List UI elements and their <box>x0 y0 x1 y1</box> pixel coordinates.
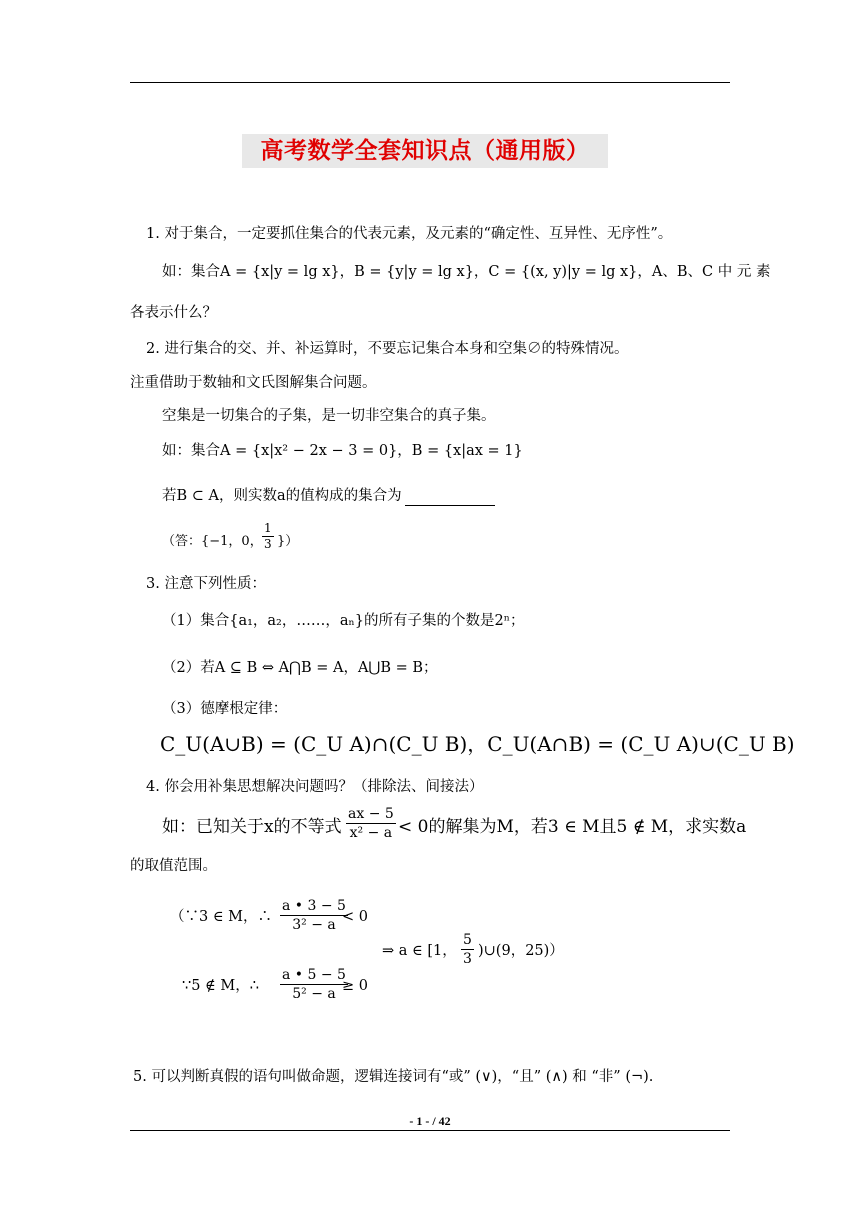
s4-result-den: 3 <box>463 951 472 967</box>
s4-sol1-suffix: < 0 <box>342 909 368 925</box>
s2-answer-prefix: （答：{−1，0， <box>162 534 263 549</box>
s4-example-prefix: 如：已知关于x的不等式 <box>162 817 342 837</box>
s4-sol2-fraction <box>280 966 348 1003</box>
s2-line1: 2. 进行集合的交、并、补运算时，不要忘记集合本身和空集∅的特殊情况。 <box>146 341 629 357</box>
s3-item1: （1）集合{a₁，a₂，……，aₙ}的所有子集的个数是2ⁿ； <box>162 613 525 629</box>
s2-line5-text: 若B ⊂ A，则实数a的值构成的集合为 <box>162 488 402 504</box>
s3-item2: （2）若A ⊆ B ⇔ A⋂B = A，A⋃B = B； <box>162 660 438 676</box>
s4-result-suffix: )∪(9，25)） <box>478 943 564 959</box>
s4-ineq-den: x² − a <box>349 825 393 841</box>
s2-answer-frac-den: 3 <box>264 537 272 551</box>
s3-item3: （3）德摩根定律： <box>162 701 288 717</box>
s4-line3: 的取值范围。 <box>130 858 217 874</box>
s1-line2: 如：集合A = {x|y = lg x}，B = {y|y = lg x}，C = {(x, y)|y = lg x}，A、B、C 中 元 素 <box>162 264 771 280</box>
answer-blank <box>405 489 495 506</box>
s4-sol1-den: 3² − a <box>292 917 336 933</box>
s4-sol1-num: a • 3 − 5 <box>282 898 346 914</box>
s1-line1: 1. 对于集合，一定要抓住集合的代表元素，及元素的“确定性、互异性、无序性”。 <box>146 226 673 242</box>
s4-sol2-prefix: ∵5 ∉ M，∴ <box>182 978 259 994</box>
s2-answer-suffix: }） <box>277 534 299 549</box>
s4-sol2-suffix: ≥ 0 <box>342 978 368 994</box>
s1-line3: 各表示什么？ <box>130 305 217 321</box>
s2-line3: 空集是一切集合的子集，是一切非空集合的真子集。 <box>162 408 496 424</box>
s4-result-prefix: ⇒ a ∈ [1， <box>382 943 457 959</box>
s4-sol1-fraction <box>280 897 348 934</box>
de-morgan-formula: C_U(A∪B) = (C_U A)∩(C_U B)，C_U(A∩B) = (C_U A)∪(C_U B) <box>160 732 795 756</box>
s4-inequality-fraction <box>346 805 396 842</box>
header-rule <box>130 82 730 83</box>
s5-line1: 5. 可以判断真假的语句叫做命题，逻辑连接词有“或” (∨)，“且” (∧) 和 “非” (¬). <box>133 1069 654 1085</box>
s2-line5 <box>162 486 495 506</box>
s4-sol1-prefix: （∵3 ∈ M，∴ <box>170 909 273 925</box>
s4-result-fraction <box>461 931 474 968</box>
s4-example-suffix: < 0的解集为M，若3 ∈ M且5 ∉ M，求实数a <box>398 817 747 837</box>
s4-sol2-num: a • 5 − 5 <box>282 967 346 983</box>
s2-line2: 注重借助于数轴和文氏图解集合问题。 <box>130 375 377 391</box>
footer-rule <box>130 1130 730 1131</box>
s2-answer-frac-num: 1 <box>264 521 272 535</box>
s4-line1: 4. 你会用补集思想解决问题吗？（排除法、间接法） <box>146 779 484 795</box>
s2-line4: 如：集合A = {x|x² − 2x − 3 = 0}，B = {x|ax = 1} <box>162 443 523 459</box>
page-number: - 1 - / 42 <box>409 1114 451 1128</box>
s4-result-num: 5 <box>463 932 472 948</box>
s4-ineq-num: ax − 5 <box>348 806 394 822</box>
s3-line1: 3. 注意下列性质： <box>146 576 266 592</box>
document-title: 高考数学全套知识点（通用版） <box>242 134 608 168</box>
s4-sol2-den: 5² − a <box>292 986 336 1002</box>
s2-answer-fraction <box>262 521 274 552</box>
s2-answer <box>162 532 263 552</box>
